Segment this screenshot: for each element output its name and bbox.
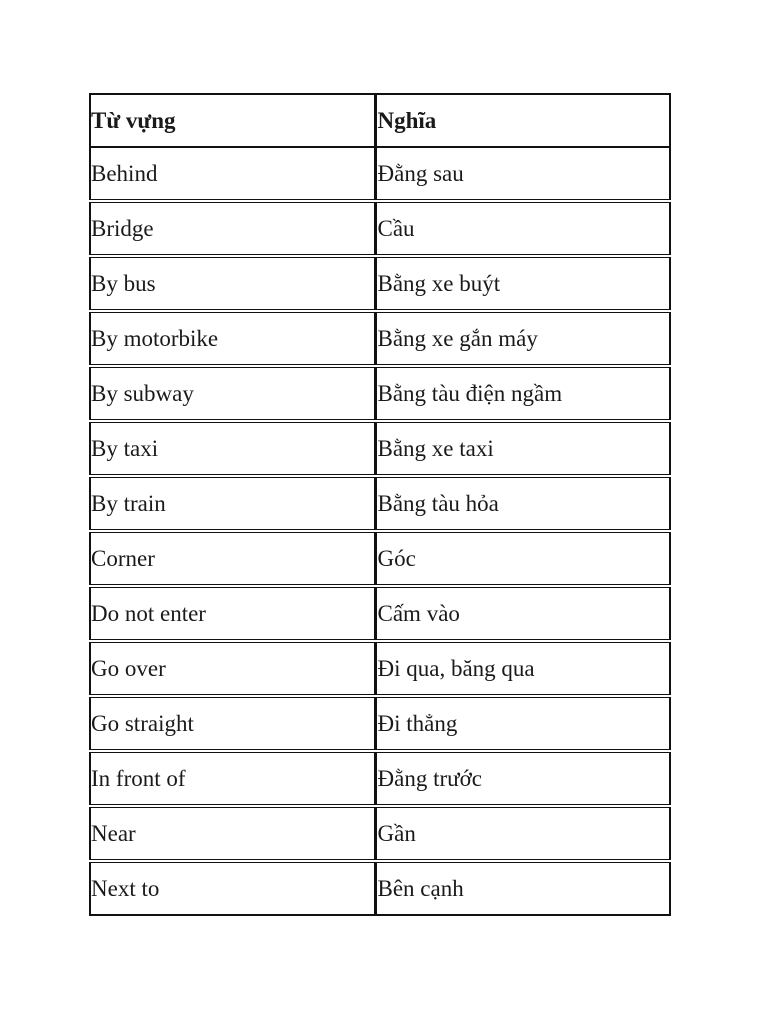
vocabulary-table — [89, 93, 671, 916]
meaning-cell: Bằng xe buýt — [375, 256, 670, 311]
vocabulary-cell: Go straight — [90, 696, 375, 751]
meaning-cell: Bên cạnh — [375, 861, 670, 915]
meaning-cell: Gần — [375, 806, 670, 861]
table-row — [90, 531, 670, 586]
vocabulary-cell: In front of — [90, 751, 375, 806]
table-row — [90, 476, 670, 531]
vocabulary-cell: By bus — [90, 256, 375, 311]
table-row — [90, 696, 670, 751]
meaning-cell: Bằng xe taxi — [375, 421, 670, 476]
table-row — [90, 751, 670, 806]
meaning-cell: Đằng sau — [375, 147, 670, 201]
vocabulary-cell: Next to — [90, 861, 375, 915]
meaning-cell: Cầu — [375, 201, 670, 256]
vocabulary-cell: Go over — [90, 641, 375, 696]
vocabulary-cell: By motorbike — [90, 311, 375, 366]
meaning-cell: Bằng tàu điện ngầm — [375, 366, 670, 421]
meaning-cell: Bằng tàu hỏa — [375, 476, 670, 531]
table-row — [90, 366, 670, 421]
table-row — [90, 861, 670, 915]
vocabulary-cell: Behind — [90, 147, 375, 201]
table-header-row — [90, 94, 670, 147]
vocabulary-cell: By taxi — [90, 421, 375, 476]
table-row — [90, 311, 670, 366]
table-row — [90, 421, 670, 476]
meaning-cell: Góc — [375, 531, 670, 586]
table-row — [90, 201, 670, 256]
meaning-cell: Đi qua, băng qua — [375, 641, 670, 696]
vocabulary-cell: Corner — [90, 531, 375, 586]
vocabulary-cell: By subway — [90, 366, 375, 421]
vocabulary-cell: Bridge — [90, 201, 375, 256]
table-row — [90, 806, 670, 861]
meaning-cell: Cấm vào — [375, 586, 670, 641]
table-row — [90, 256, 670, 311]
column-header-vocabulary: Từ vựng — [90, 94, 375, 147]
meaning-cell: Đằng trước — [375, 751, 670, 806]
column-header-meaning: Nghĩa — [375, 94, 670, 147]
meaning-cell: Bằng xe gắn máy — [375, 311, 670, 366]
table-body — [90, 147, 670, 915]
table-row — [90, 147, 670, 201]
table-row — [90, 641, 670, 696]
table-row — [90, 586, 670, 641]
vocabulary-cell: Do not enter — [90, 586, 375, 641]
vocabulary-cell: Near — [90, 806, 375, 861]
vocabulary-cell: By train — [90, 476, 375, 531]
meaning-cell: Đi thẳng — [375, 696, 670, 751]
